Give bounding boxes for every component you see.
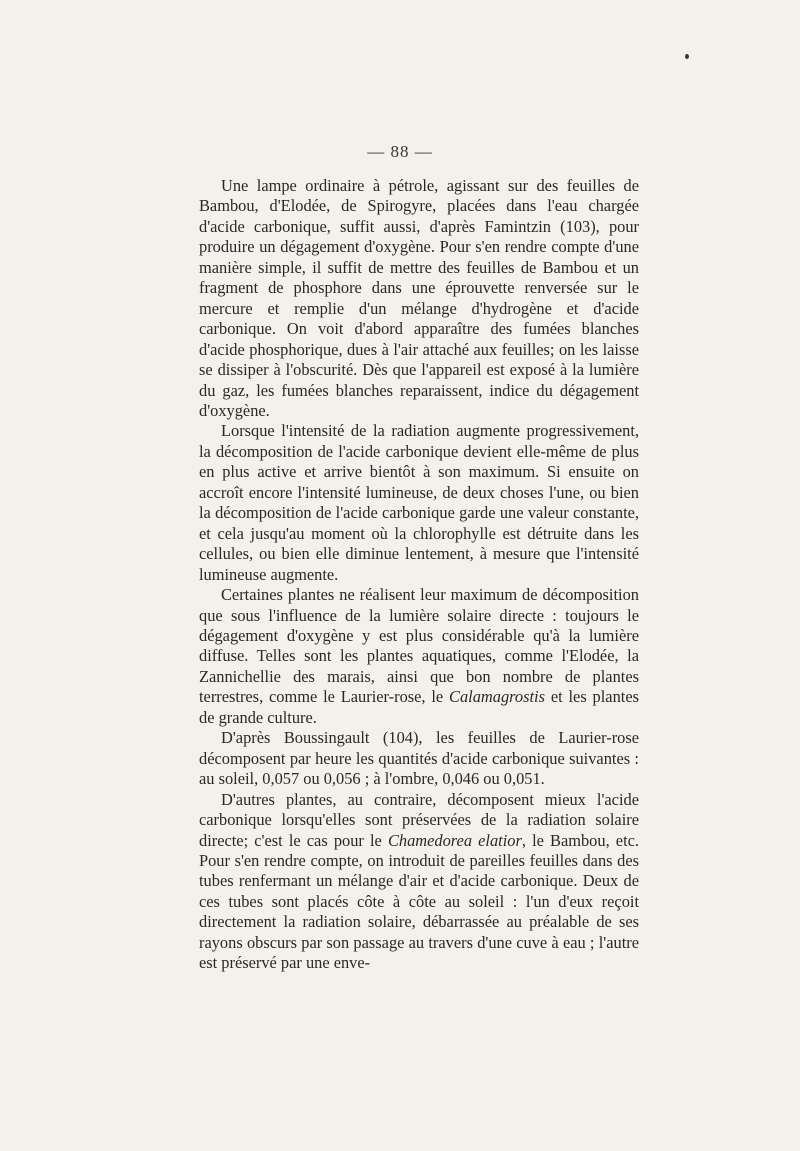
body-text	[199, 176, 639, 974]
paragraph-text-start: Certaines plantes ne réalisent leur maximum de décomposition que sous l'influence de la lumière solaire directe : toujours le dégagement d'oxygène y est plus considérable qu'à la lumière diffuse. Telles sont les plantes aquatiques, comme l'Elodée, la Zannichellie des marais, ainsi que bon nombre de plantes terrestres, comme le Laurier-rose, le	[199, 585, 639, 707]
paragraph-text-end: , le Bambou, etc. Pour s'en rendre compte, on introduit de pareilles feuilles dans des tubes renfermant un mélange d'air et d'acide carbonique. Deux de ces tubes sont placés côte à côte au soleil : l'un d'eux reçoit directement la radiation solaire, débarrassée au préalable de ses rayons obscurs par son passage au travers d'une cuve à eau ; l'autre est préservé par une enve-	[199, 830, 640, 973]
ink-speck	[685, 54, 689, 59]
paragraph-boussingault: D'après Boussingault (104), les feuilles de Laurier-rose décomposent par heure les quantités d'acide carbonique suivantes : au soleil, 0,057 ou 0,056 ; à l'ombre, 0,046 ou 0,051.	[199, 728, 639, 789]
paragraph-direct-sunlight-plants	[199, 585, 639, 728]
species-name: Calamagrostis	[449, 687, 545, 707]
paragraph-text-end: et les plantes de grande culture.	[199, 687, 639, 727]
paragraph-shade-plants	[199, 790, 639, 974]
paragraph-radiation-intensity: Lorsque l'intensité de la radiation augmente progressivement, la décomposition de l'acide carbonique devient elle-même de plus en plus active et arrive bientôt à son maximum. Si ensuite on accroît encore l'intensité lumineuse, de deux choses l'une, ou bien la décomposition de l'acide carbonique garde une valeur constante, et cela jusqu'au moment où la chlorophylle est détruite dans les cellules, ou bien elle diminue lentement, à mesure que l'intensité lumineuse augmente.	[199, 421, 639, 584]
paragraph-text-start: D'autres plantes, au contraire, décomposent mieux l'acide carbonique lorsqu'elles sont préservées de la radiation solaire directe; c'est le cas pour le	[199, 789, 639, 850]
species-name: Chamedorea elatior	[387, 830, 522, 850]
paragraph-lamp-experiment: Une lampe ordinaire à pétrole, agissant sur des feuilles de Bambou, d'Elodée, de Spirogyre, placées dans l'eau chargée d'acide carbonique, suffit aussi, d'après Famintzin (103), pour produire un dégagement d'oxygène. Pour s'en rendre compte d'une manière simple, il suffit de mettre des feuilles de Bambou et un fragment de phosphore dans une éprouvette renversée sur le mercure et remplie d'un mélange d'hydrogène et d'acide carbonique. On voit d'abord apparaître des fumées blanches d'acide phosphorique, dues à l'air attaché aux feuilles; on les laisse se dissiper à l'obscurité. Dès que l'appareil est exposé à la lumière du gaz, les fumées blanches reparaissent, indice du dégagement d'oxygène.	[199, 176, 639, 420]
page-number: — 88 —	[367, 142, 433, 161]
